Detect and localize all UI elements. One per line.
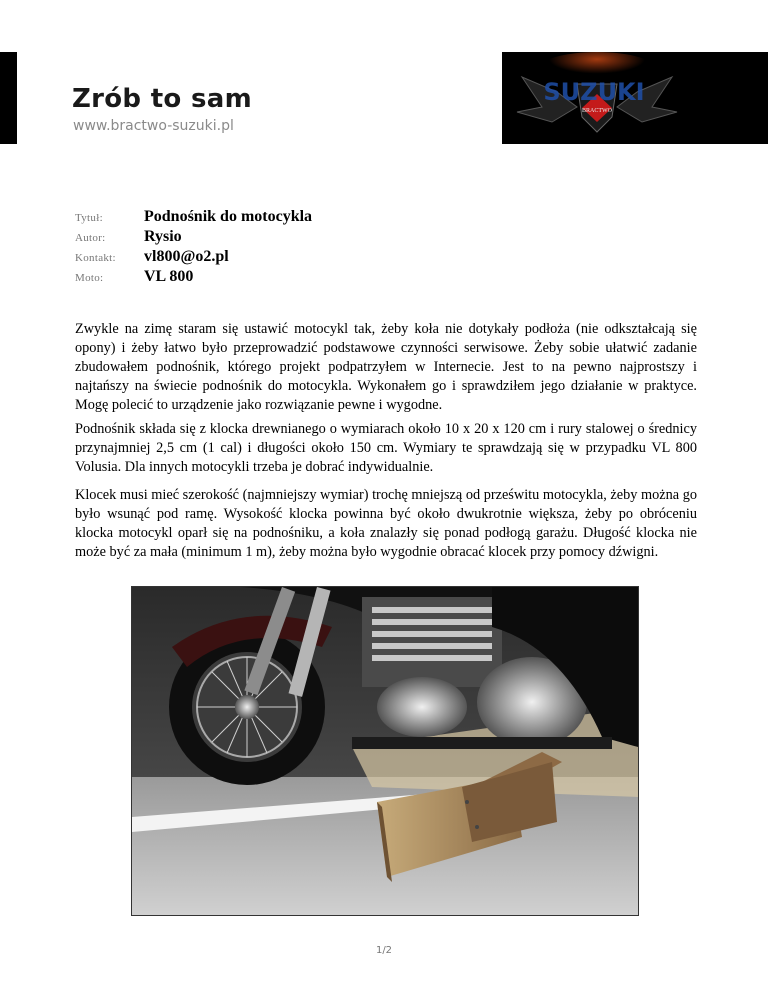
meta-label: Kontakt: <box>75 252 116 264</box>
page-number: 1/2 <box>375 945 393 956</box>
site-url: www.bractwo-suzuki.pl <box>73 118 234 134</box>
article-metadata <box>75 208 312 288</box>
logo-emblem-icon <box>502 52 768 144</box>
meta-value-title: Podnośnik do motocykla <box>144 208 313 225</box>
meta-label: Moto: <box>75 272 104 284</box>
meta-row-moto <box>75 268 312 288</box>
meta-row-contact <box>75 248 312 268</box>
meta-row-author <box>75 228 312 248</box>
svg-text:SUZUKI: SUZUKI <box>543 78 645 106</box>
body-paragraph: Klocek musi mieć szerokość (najmniejszy wymiar) trochę mniejszą od prześwitu motocykla, żeby można go było wsunąć pod ramę. Wysokość klocka powinna być około dwukrotnie większa, żeby po obróceniu klocka motocykl oparł się na podnośniku, a koła znalazły się ponad podłogą garażu. Długość klocka nie może być za mała (minimum 1 m), żeby można było wygodnie obracać klocek przy pomocy dźwigni. <box>75 487 697 560</box>
header-accent-bar <box>0 52 17 144</box>
page-title: Zrób to sam <box>72 84 252 114</box>
suzuki-logo <box>502 52 768 144</box>
meta-row-title <box>75 208 312 228</box>
motorcycle-lift-photo <box>131 586 639 916</box>
meta-value-contact: vl800@o2.pl <box>144 248 229 265</box>
meta-value-moto: VL 800 <box>144 268 194 285</box>
meta-label: Autor: <box>75 232 106 244</box>
svg-text:BRACTWO: BRACTWO <box>582 108 612 114</box>
body-paragraph: Zwykle na zimę staram się ustawić motocykl tak, żeby koła nie dotykały podłoża (nie odkształcają się opony) i żeby łatwo było przeprowadzić podstawowe czynności serwisowe. Żeby sobie ułatwić zadanie zbudowałem podnośnik, którego projekt podpatrzyłem w Internecie. Jest to na pewno najprostszy i najtańszy na świecie podnośnik do motocykla. Wykonałem go i sprawdziłem jego działanie w praktyce. Mogę polecić to urządzenie jako rozwiązanie pewne i wygodne. <box>75 321 697 413</box>
photo-illustration <box>132 587 638 915</box>
meta-label: Tytuł: <box>75 212 103 224</box>
body-paragraph: Podnośnik składa się z klocka drewnianego o wymiarach około 10 x 20 x 120 cm i rury stalowej o średnicy przynajmniej 2,5 cm (1 cal) i długości około 150 cm. Wymiary te sprawdzają się w przypadku VL 800 Volusia. Dla innych motocykli trzeba je dobrać indywidualnie. <box>75 421 697 475</box>
meta-value-author: Rysio <box>144 228 182 245</box>
